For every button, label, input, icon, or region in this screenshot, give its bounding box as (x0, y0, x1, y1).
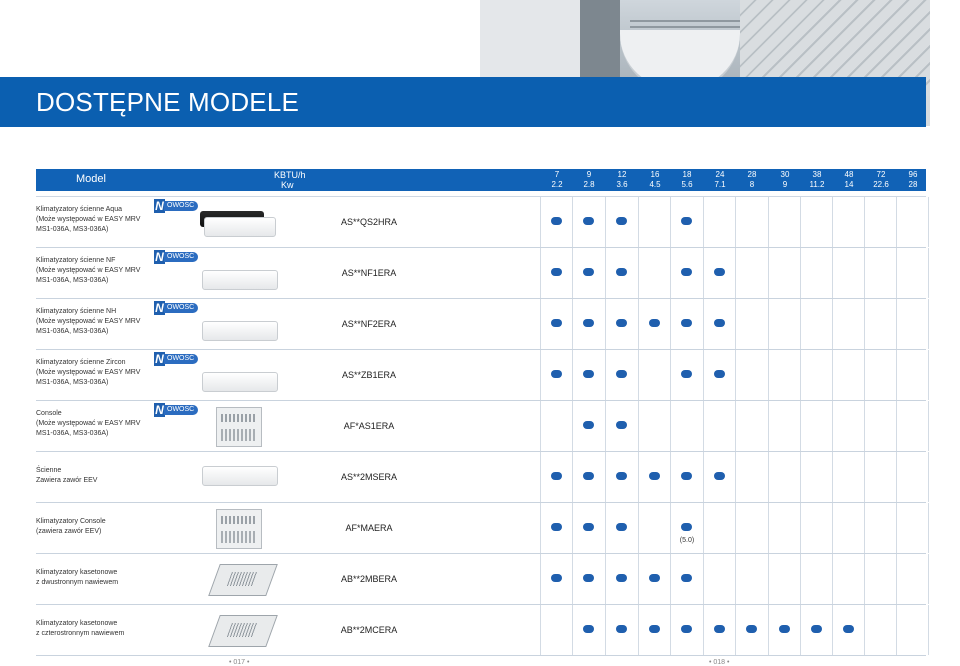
description-line: (Może występować w EASY MRV (36, 420, 141, 427)
capacity-kbtu: 9 (586, 170, 592, 179)
availability-dot (616, 472, 627, 480)
models-table (36, 169, 926, 656)
availability-dot (616, 523, 627, 531)
column-divider (605, 350, 606, 400)
new-badge-letter: N (155, 199, 164, 213)
page-title: DOSTĘPNE MODELE (36, 87, 300, 117)
description-line: Klimatyzatory kasetonowe (36, 620, 118, 627)
column-divider (605, 605, 606, 655)
capacity-header (606, 170, 638, 190)
column-divider (800, 503, 801, 553)
availability-dot (551, 217, 562, 225)
capacity-kw: 28 (908, 180, 918, 189)
availability-dot (681, 574, 692, 582)
availability-dot (616, 625, 627, 633)
model-code: AS**NF1ERA (341, 268, 397, 278)
capacity-header (801, 170, 833, 190)
capacity-kbtu: 18 (682, 170, 692, 179)
table-row (36, 248, 926, 299)
column-divider (735, 248, 736, 298)
availability-dot (551, 268, 562, 276)
column-divider (928, 299, 929, 349)
availability-dot (681, 625, 692, 633)
column-divider (735, 197, 736, 247)
column-divider (800, 299, 801, 349)
column-divider (800, 248, 801, 298)
availability-dot (583, 370, 594, 378)
model-code: AF*AS1ERA (343, 421, 395, 431)
model-code: AB**2MCERA (340, 625, 398, 635)
column-divider (896, 401, 897, 451)
column-divider (670, 197, 671, 247)
new-badge-text: OWOŚĆ (164, 354, 198, 364)
capacity-kw: 9 (782, 180, 788, 189)
column-divider (864, 401, 865, 451)
column-divider (896, 452, 897, 502)
column-divider (864, 197, 865, 247)
table-row (36, 197, 926, 248)
column-divider (605, 503, 606, 553)
model-code: AS**2MSERA (340, 472, 398, 482)
capacity-header (897, 170, 929, 190)
capacity-kbtu: 48 (844, 170, 854, 179)
console-unit-icon (216, 407, 262, 447)
description-line: MS1-036A, MS3-036A) (36, 277, 109, 284)
column-divider (832, 401, 833, 451)
column-divider (928, 452, 929, 502)
column-divider (800, 554, 801, 604)
availability-dot (649, 472, 660, 480)
column-divider (670, 248, 671, 298)
column-divider (703, 452, 704, 502)
capacity-kbtu: 24 (715, 170, 725, 179)
column-divider (800, 401, 801, 451)
table-row (36, 554, 926, 605)
column-divider (896, 503, 897, 553)
availability-dot (616, 268, 627, 276)
availability-dot (616, 217, 627, 225)
description-line: (Może występować w EASY MRV (36, 267, 141, 274)
new-badge (154, 199, 194, 213)
capacity-kw: 2.2 (551, 180, 563, 189)
column-divider (768, 350, 769, 400)
column-divider (768, 248, 769, 298)
description-line: MS1-036A, MS3-036A) (36, 430, 109, 437)
column-divider (605, 452, 606, 502)
capacity-header (639, 170, 671, 190)
title-band (0, 77, 926, 127)
table-header (36, 169, 926, 191)
cassette-unit-icon (208, 564, 278, 596)
column-divider (735, 350, 736, 400)
description-line: MS1-036A, MS3-036A) (36, 379, 109, 386)
column-divider (928, 248, 929, 298)
new-badge-text: OWOŚĆ (164, 405, 198, 415)
column-divider (670, 554, 671, 604)
column-divider (735, 503, 736, 553)
page-number-left: • 017 • (229, 659, 250, 666)
column-divider (703, 350, 704, 400)
availability-dot (779, 625, 790, 633)
column-divider (735, 401, 736, 451)
column-divider (572, 299, 573, 349)
column-divider (638, 299, 639, 349)
column-divider (832, 350, 833, 400)
availability-dot (649, 574, 660, 582)
capacity-kbtu: 72 (876, 170, 886, 179)
column-divider (703, 605, 704, 655)
column-divider (768, 401, 769, 451)
description-line: z czterostronnym nawiewem (36, 630, 125, 637)
model-column-header: Model (76, 173, 106, 185)
model-code: AS**NF2ERA (341, 319, 397, 329)
column-divider (540, 350, 541, 400)
availability-dot (583, 268, 594, 276)
column-divider (735, 554, 736, 604)
model-description (36, 568, 146, 588)
white-wall-unit-icon (204, 217, 276, 237)
wall-unit-icon (202, 321, 278, 341)
capacity-kbtu: 16 (650, 170, 660, 179)
availability-dot (616, 574, 627, 582)
column-divider (572, 248, 573, 298)
unit-image (154, 403, 284, 449)
capacity-kw: 11.2 (809, 180, 825, 189)
column-divider (638, 503, 639, 553)
column-divider (572, 350, 573, 400)
table-row (36, 503, 926, 554)
availability-dot (583, 625, 594, 633)
capacity-header (671, 170, 703, 190)
column-divider (572, 401, 573, 451)
description-line: Console (36, 410, 62, 417)
model-description (36, 307, 146, 337)
column-divider (928, 197, 929, 247)
new-badge-letter: N (155, 301, 164, 315)
capacity-kw: 5.6 (681, 180, 693, 189)
capacity-kbtu: 30 (780, 170, 790, 179)
model-code: AF*MAERA (345, 523, 393, 533)
column-divider (572, 452, 573, 502)
column-divider (540, 452, 541, 502)
column-divider (735, 299, 736, 349)
description-line: (Może występować w EASY MRV (36, 216, 141, 223)
table-row (36, 350, 926, 401)
availability-dot (681, 217, 692, 225)
capacity-header (573, 170, 605, 190)
model-description (36, 517, 146, 537)
column-divider (670, 299, 671, 349)
kw-unit-label: Kw (281, 180, 294, 190)
table-row (36, 605, 926, 656)
column-divider (832, 503, 833, 553)
column-divider (800, 197, 801, 247)
column-divider (768, 452, 769, 502)
model-description (36, 466, 146, 486)
column-divider (768, 299, 769, 349)
new-badge-letter: N (155, 250, 164, 264)
new-badge (154, 301, 194, 315)
column-divider (864, 452, 865, 502)
column-divider (768, 605, 769, 655)
column-divider (540, 503, 541, 553)
capacity-kbtu: 12 (617, 170, 627, 179)
new-badge-letter: N (155, 352, 164, 366)
column-divider (832, 605, 833, 655)
table-row (36, 299, 926, 350)
column-divider (572, 503, 573, 553)
column-divider (572, 605, 573, 655)
capacity-header (736, 170, 768, 190)
description-line: (Może występować w EASY MRV (36, 318, 141, 325)
unit-image (154, 454, 284, 500)
capacity-note: (5.0) (679, 537, 695, 544)
new-badge (154, 352, 194, 366)
description-line: Klimatyzatory ścienne Zircon (36, 359, 126, 366)
new-badge-text: OWOŚĆ (164, 201, 198, 211)
availability-dot (681, 268, 692, 276)
unit-image (154, 352, 284, 398)
availability-dot (551, 472, 562, 480)
description-line: MS1-036A, MS3-036A) (36, 328, 109, 335)
description-line: Klimatyzatory ścienne Aqua (36, 206, 122, 213)
column-divider (638, 197, 639, 247)
capacity-kbtu: 38 (812, 170, 822, 179)
column-divider (896, 248, 897, 298)
availability-dot (681, 370, 692, 378)
availability-dot (583, 523, 594, 531)
column-divider (540, 299, 541, 349)
column-divider (572, 197, 573, 247)
column-divider (703, 299, 704, 349)
capacity-header (833, 170, 865, 190)
availability-dot (551, 523, 562, 531)
column-divider (928, 350, 929, 400)
column-divider (540, 605, 541, 655)
availability-dot (616, 370, 627, 378)
availability-dot (714, 319, 725, 327)
description-line: Klimatyzatory kasetonowe (36, 569, 118, 576)
column-divider (572, 554, 573, 604)
new-badge (154, 250, 194, 264)
availability-dot (843, 625, 854, 633)
column-divider (864, 605, 865, 655)
column-divider (896, 350, 897, 400)
availability-dot (583, 319, 594, 327)
model-description (36, 256, 146, 286)
column-divider (638, 350, 639, 400)
description-line: Klimatyzatory ścienne NH (36, 308, 117, 315)
column-divider (928, 605, 929, 655)
capacity-kw: 2.8 (583, 180, 595, 189)
column-divider (703, 248, 704, 298)
column-divider (540, 401, 541, 451)
description-line: (Może występować w EASY MRV (36, 369, 141, 376)
unit-image (154, 505, 284, 551)
column-divider (638, 452, 639, 502)
page-number-right: • 018 • (709, 659, 730, 666)
column-divider (768, 197, 769, 247)
new-badge-letter: N (155, 403, 164, 417)
capacity-kw: 8 (749, 180, 755, 189)
availability-dot (681, 472, 692, 480)
column-divider (638, 248, 639, 298)
description-line: Zawiera zawór EEV (36, 477, 98, 484)
model-code: AS**ZB1ERA (341, 370, 397, 380)
capacity-kw: 14 (844, 180, 854, 189)
capacity-kw: 7.1 (714, 180, 726, 189)
column-divider (605, 299, 606, 349)
model-description (36, 619, 146, 639)
description-line: Klimatyzatory ścienne NF (36, 257, 116, 264)
column-divider (832, 554, 833, 604)
column-divider (605, 401, 606, 451)
model-code: AS**QS2HRA (340, 217, 398, 227)
description-line: (zawiera zawór EEV) (36, 528, 102, 535)
model-description (36, 409, 146, 439)
column-divider (605, 554, 606, 604)
column-divider (670, 401, 671, 451)
model-description (36, 205, 146, 235)
column-divider (540, 197, 541, 247)
wall-unit-icon (202, 466, 278, 486)
description-line: Ścienne (36, 467, 62, 474)
column-divider (800, 350, 801, 400)
column-divider (703, 503, 704, 553)
availability-dot (681, 523, 692, 531)
capacity-header (865, 170, 897, 190)
column-divider (638, 605, 639, 655)
column-divider (670, 503, 671, 553)
column-divider (832, 197, 833, 247)
column-divider (864, 554, 865, 604)
availability-dot (714, 268, 725, 276)
capacity-kw: 3.6 (616, 180, 628, 189)
console-unit-icon (216, 509, 262, 549)
availability-dot (616, 319, 627, 327)
column-divider (864, 248, 865, 298)
column-divider (832, 299, 833, 349)
description-line: MS1-036A, MS3-036A) (36, 226, 109, 233)
unit-image (154, 301, 284, 347)
table-row (36, 401, 926, 452)
column-divider (735, 605, 736, 655)
availability-dot (583, 217, 594, 225)
availability-dot (746, 625, 757, 633)
availability-dot (649, 319, 660, 327)
column-divider (832, 248, 833, 298)
column-divider (928, 503, 929, 553)
column-divider (670, 350, 671, 400)
capacity-header (704, 170, 736, 190)
column-divider (896, 554, 897, 604)
column-divider (864, 503, 865, 553)
capacity-header (769, 170, 801, 190)
availability-dot (551, 319, 562, 327)
column-divider (670, 605, 671, 655)
column-divider (638, 401, 639, 451)
column-divider (703, 554, 704, 604)
column-divider (864, 350, 865, 400)
column-divider (768, 554, 769, 604)
column-divider (540, 554, 541, 604)
description-line: z dwustronnym nawiewem (36, 579, 119, 586)
wall-unit-icon (202, 372, 278, 392)
column-divider (605, 248, 606, 298)
column-divider (832, 452, 833, 502)
new-badge-text: OWOŚĆ (164, 252, 198, 262)
column-divider (703, 197, 704, 247)
unit-image (154, 250, 284, 296)
column-divider (928, 554, 929, 604)
availability-dot (583, 421, 594, 429)
capacity-kbtu: 28 (747, 170, 757, 179)
table-row (36, 452, 926, 503)
column-divider (800, 605, 801, 655)
model-code: AB**2MBERA (340, 574, 398, 584)
availability-dot (616, 421, 627, 429)
column-divider (670, 452, 671, 502)
new-badge (154, 403, 194, 417)
availability-dot (551, 370, 562, 378)
unit-image (154, 556, 284, 602)
model-description (36, 358, 146, 388)
capacity-header (541, 170, 573, 190)
cassette-unit-icon (208, 615, 278, 647)
new-badge-text: OWOŚĆ (164, 303, 198, 313)
column-divider (896, 299, 897, 349)
column-divider (928, 401, 929, 451)
column-divider (896, 605, 897, 655)
capacity-kw: 22.6 (873, 180, 889, 189)
column-divider (864, 299, 865, 349)
column-divider (768, 503, 769, 553)
availability-dot (714, 472, 725, 480)
availability-dot (714, 625, 725, 633)
availability-dot (681, 319, 692, 327)
unit-image (154, 199, 284, 245)
kbtu-unit-label: KBTU/h (274, 170, 306, 180)
availability-dot (649, 625, 660, 633)
column-divider (540, 248, 541, 298)
column-divider (703, 401, 704, 451)
capacity-kw: 4.5 (649, 180, 661, 189)
column-divider (896, 197, 897, 247)
capacity-kbtu: 7 (554, 170, 560, 179)
column-divider (638, 554, 639, 604)
capacity-kbtu: 96 (908, 170, 918, 179)
column-divider (605, 197, 606, 247)
availability-dot (583, 472, 594, 480)
wall-unit-icon (202, 270, 278, 290)
column-divider (735, 452, 736, 502)
column-divider (800, 452, 801, 502)
description-line: Klimatyzatory Console (36, 518, 106, 525)
availability-dot (551, 574, 562, 582)
availability-dot (583, 574, 594, 582)
availability-dot (811, 625, 822, 633)
availability-dot (714, 370, 725, 378)
unit-image (154, 607, 284, 653)
